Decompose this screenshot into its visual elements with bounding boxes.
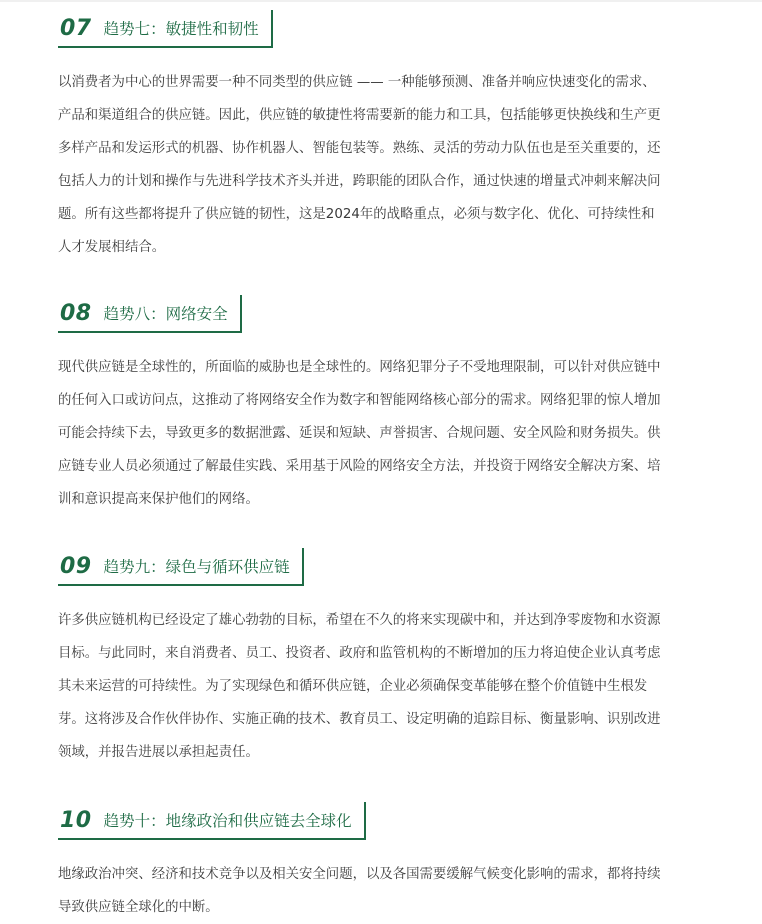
paragraph-line: 地缘政治冲突、经济和技术竞争以及相关安全问题，以及各国需要缓解气候变化影响的需求，都将持续 [58, 867, 661, 882]
paragraph-line: 包括人力的计划和操作与先进科学技术齐头并进，跨职能的团队合作，通过快速的增量式冲刺来解决问 [58, 174, 661, 189]
paragraph-line: 目标。与此同时，来自消费者、员工、投资者、政府和监管机构的不断增加的压力将迫使企业认真考虑 [58, 646, 661, 661]
paragraph-line: 芽。这将涉及合作伙伴协作、实施正确的技术、教育员工、设定明确的追踪目标、衡量影响、识别改进 [58, 712, 661, 727]
section-title: 趋势八：网络安全 [103, 305, 228, 323]
section-paragraph [58, 66, 718, 264]
section-title: 趋势七：敏捷性和韧性 [103, 20, 259, 38]
section-number: 07 [60, 15, 92, 41]
paragraph-line: 以消费者为中心的世界需要一种不同类型的供应链 —— 一种能够预测、准备并响应快速变化的需求、 [58, 75, 656, 90]
section-heading [58, 548, 304, 586]
paragraph-line: 领域，并报告进展以承担起责任。 [58, 745, 259, 760]
section-title: 趋势十：地缘政治和供应链去全球化 [103, 812, 352, 830]
top-divider [0, 0, 762, 2]
section-heading [58, 802, 366, 840]
paragraph-line: 的任何入口或访问点，这推动了将网络安全作为数字和智能网络核心部分的需求。网络犯罪的惊人增加 [58, 393, 661, 408]
section-heading [58, 295, 242, 333]
section-number: 08 [60, 300, 92, 326]
paragraph-line: 训和意识提高来保护他们的网络。 [58, 492, 259, 507]
section-paragraph [58, 858, 718, 924]
section-number: 09 [60, 553, 92, 579]
paragraph-line: 产品和渠道组合的供应链。因此，供应链的敏捷性将需要新的能力和工具，包括能够更快换线和生产更 [58, 108, 661, 123]
section-heading [58, 10, 273, 48]
paragraph-line: 多样产品和发运形式的机器、协作机器人、智能包装等。熟练、灵活的劳动力队伍也是至关重要的，还 [58, 141, 661, 156]
paragraph-line: 人才发展相结合。 [58, 240, 166, 255]
section-paragraph [58, 604, 718, 769]
section-paragraph [58, 351, 718, 516]
paragraph-line: 其未来运营的可持续性。为了实现绿色和循环供应链，企业必须确保变革能够在整个价值链中生根发 [58, 679, 648, 694]
paragraph-line: 应链专业人员必须通过了解最佳实践、采用基于风险的网络安全方法，并投资于网络安全解决方案、培 [58, 459, 661, 474]
paragraph-line: 导致供应链全球化的中断。 [58, 900, 219, 915]
paragraph-line: 题。所有这些都将提升了供应链的韧性，这是2024年的战略重点，必须与数字化、优化、可持续性和 [58, 207, 655, 222]
paragraph-line: 可能会持续下去，导致更多的数据泄露、延误和短缺、声誉损害、合规问题、安全风险和财务损失。供 [58, 426, 661, 441]
paragraph-line: 许多供应链机构已经设定了雄心勃勃的目标，希望在不久的将来实现碳中和，并达到净零废物和水资源 [58, 613, 661, 628]
section-number: 10 [60, 807, 92, 833]
section-title: 趋势九：绿色与循环供应链 [103, 558, 290, 576]
paragraph-line: 现代供应链是全球性的，所面临的威胁也是全球性的。网络犯罪分子不受地理限制，可以针对供应链中 [58, 360, 661, 375]
